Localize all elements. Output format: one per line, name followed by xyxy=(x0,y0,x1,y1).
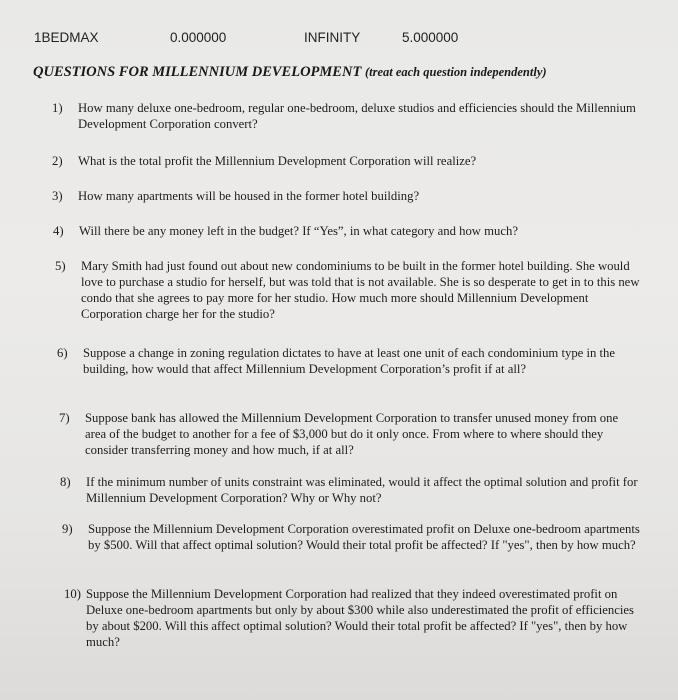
heading-title: QUESTIONS FOR MILLENNIUM DEVELOPMENT xyxy=(33,64,362,80)
question-text: How many apartments will be housed in the former hotel building? xyxy=(78,189,420,203)
question-item xyxy=(60,474,642,506)
heading-note: (treat each question independently) xyxy=(364,65,547,79)
question-number: 4) xyxy=(53,224,64,238)
sensitivity-row xyxy=(0,30,678,52)
section-heading xyxy=(33,64,547,81)
question-number: 10) xyxy=(64,587,81,601)
question-item xyxy=(52,188,642,204)
question-text: What is the total profit the Millennium Development Corporation will realize? xyxy=(78,154,477,168)
row-value-2: INFINITY xyxy=(304,30,361,45)
question-number: 6) xyxy=(57,346,68,360)
question-text: Suppose the Millennium Development Corporation had realized that they indeed overestimated profit on Deluxe one-bedroom apartments but only by about $300 while also underestimated the profit of efficiencies by about $200. Will this affect optimal solution? Would their total profit be affected? If "yes", then by how much? xyxy=(86,587,634,649)
question-text: Mary Smith had just found out about new condominiums to be built in the former hotel building. She would love to purchase a studio for herself, but was told that is not available. She is so desperate to get in to this new condo that she agrees to pay more for her studio. How much more should Millennium Development Corporation charge her for the studio? xyxy=(81,259,640,321)
question-item xyxy=(59,410,641,458)
row-name: 1BEDMAX xyxy=(34,30,99,45)
question-number: 8) xyxy=(60,475,71,489)
question-number: 9) xyxy=(62,522,73,536)
question-item xyxy=(52,100,642,132)
question-text: How many deluxe one-bedroom, regular one-bedroom, deluxe studios and efficiencies should the Millennium Development Corporation convert? xyxy=(78,101,636,131)
question-text: Suppose the Millennium Development Corporation overestimated profit on Deluxe one-bedroom apartments by $500. Will that affect optimal solution? Would their total profit be affected? If "yes", then by how much? xyxy=(88,522,640,552)
question-number: 2) xyxy=(52,154,63,168)
question-item xyxy=(53,223,643,239)
question-number: 3) xyxy=(52,189,63,203)
question-text: Suppose bank has allowed the Millennium Development Corporation to transfer unused money from one area of the budget to another for a fee of $3,000 but do it only once. From where to where should they consider transferring money and how much, if at all? xyxy=(85,411,619,457)
question-number: 7) xyxy=(59,411,70,425)
question-item xyxy=(62,521,644,553)
question-text: If the minimum number of units constraint was eliminated, would it affect the optimal solution and profit for Millennium Development Corporation? Why or Why not? xyxy=(86,475,638,505)
question-item xyxy=(52,153,642,169)
row-value-1: 0.000000 xyxy=(170,30,227,45)
question-item xyxy=(64,586,644,650)
question-item xyxy=(55,258,651,322)
question-number: 5) xyxy=(55,259,66,273)
question-item xyxy=(57,345,645,377)
row-value-3: 5.000000 xyxy=(402,30,459,45)
question-number: 1) xyxy=(52,101,63,115)
question-text: Suppose a change in zoning regulation dictates to have at least one unit of each condominium type in the building, how would that affect Millennium Development Corporation’s profit if at all? xyxy=(83,346,616,376)
question-text: Will there be any money left in the budget? If “Yes”, in what category and how much? xyxy=(79,224,518,238)
